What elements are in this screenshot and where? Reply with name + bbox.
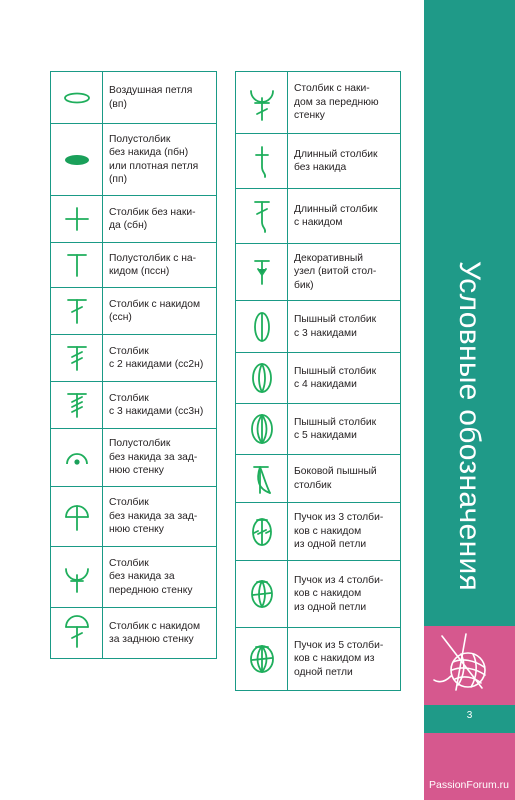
double-crochet-icon	[51, 288, 103, 335]
table-row	[236, 301, 401, 353]
table-row	[51, 335, 217, 382]
symbol-label: Пучок из 5 столби- ков с накидом из одной петли	[288, 628, 401, 691]
table-row	[51, 487, 217, 547]
single-crochet-back-loop-icon	[51, 487, 103, 547]
table-row	[236, 628, 401, 691]
long-single-crochet-icon	[236, 134, 288, 189]
page-number: 3	[466, 710, 473, 721]
table-row	[51, 196, 217, 243]
watermark: PassionForum.ru	[429, 779, 509, 791]
symbol-label: Полустолбик без накида (пбн) или плотная петля (пп)	[103, 124, 217, 196]
double-crochet-front-loop-icon	[236, 72, 288, 134]
slip-stitch-back-loop-icon	[51, 429, 103, 487]
symbol-label: Пучок из 3 столби- ков с накидом из одной петли	[288, 503, 401, 561]
cluster-3-icon	[236, 503, 288, 561]
double-treble-crochet-icon	[51, 382, 103, 429]
table-row	[51, 429, 217, 487]
table-row	[236, 561, 401, 628]
cluster-4-icon	[236, 561, 288, 628]
symbol-label: Пучок из 4 столби- ков с накидом из одной петли	[288, 561, 401, 628]
symbol-label: Столбик с наки- дом за переднюю стенку	[288, 72, 401, 134]
symbol-label: Пышный столбик с 3 накидами	[288, 301, 401, 353]
table-row	[236, 189, 401, 244]
puff-stitch-4-icon	[236, 353, 288, 404]
symbol-label: Полустолбик с на- кидом (пссн)	[103, 243, 217, 288]
treble-crochet-icon	[51, 335, 103, 382]
table-row	[236, 404, 401, 455]
table-row	[51, 243, 217, 288]
single-crochet-icon	[51, 196, 103, 243]
slip-stitch-icon	[51, 124, 103, 196]
symbol-label: Столбик без накида за зад- нюю стенку	[103, 487, 217, 547]
double-crochet-back-loop-icon	[51, 608, 103, 659]
table-row	[51, 608, 217, 659]
chain-stitch-icon	[51, 72, 103, 124]
table-row	[236, 503, 401, 561]
symbol-label: Столбик с накидом за заднюю стенку	[103, 608, 217, 659]
cluster-5-icon	[236, 628, 288, 691]
half-double-crochet-icon	[51, 243, 103, 288]
section-title-text: Условные обозначения	[453, 260, 486, 592]
symbol-label: Пышный столбик с 4 накидами	[288, 353, 401, 404]
symbol-label: Пышный столбик с 5 накидами	[288, 404, 401, 455]
symbol-label: Столбик с 2 накидами (сс2н)	[103, 335, 217, 382]
table-row	[236, 353, 401, 404]
table-row	[236, 244, 401, 301]
symbol-label: Столбик без наки- да (сбн)	[103, 196, 217, 243]
symbol-label: Длинный столбик с накидом	[288, 189, 401, 244]
table-row	[51, 72, 217, 124]
symbol-label: Столбик с 3 накидами (сс3н)	[103, 382, 217, 429]
symbols-table-left	[50, 71, 217, 659]
table-row	[51, 382, 217, 429]
symbol-label: Столбик с накидом (ссн)	[103, 288, 217, 335]
symbol-label: Длинный столбик без накида	[288, 134, 401, 189]
symbol-label: Боковой пышный столбик	[288, 455, 401, 503]
symbols-table-right	[235, 71, 401, 691]
table-row	[51, 124, 217, 196]
table-row	[236, 455, 401, 503]
symbol-label: Столбик без накида за переднюю стенку	[103, 547, 217, 608]
table-row	[51, 288, 217, 335]
puff-stitch-5-icon	[236, 404, 288, 455]
single-crochet-front-loop-icon	[51, 547, 103, 608]
table-row	[236, 134, 401, 189]
table-row	[51, 547, 217, 608]
symbol-label: Воздушная петля (вп)	[103, 72, 217, 124]
twisted-knot-icon	[236, 244, 288, 301]
side-puff-stitch-icon	[236, 455, 288, 503]
symbol-label: Декоративный узел (витой стол- бик)	[288, 244, 401, 301]
symbol-label: Полустолбик без накида за зад- нюю стенку	[103, 429, 217, 487]
long-double-crochet-icon	[236, 189, 288, 244]
table-row	[236, 72, 401, 134]
yarn-ball-with-needles-icon	[428, 630, 510, 707]
puff-stitch-3-icon	[236, 301, 288, 353]
